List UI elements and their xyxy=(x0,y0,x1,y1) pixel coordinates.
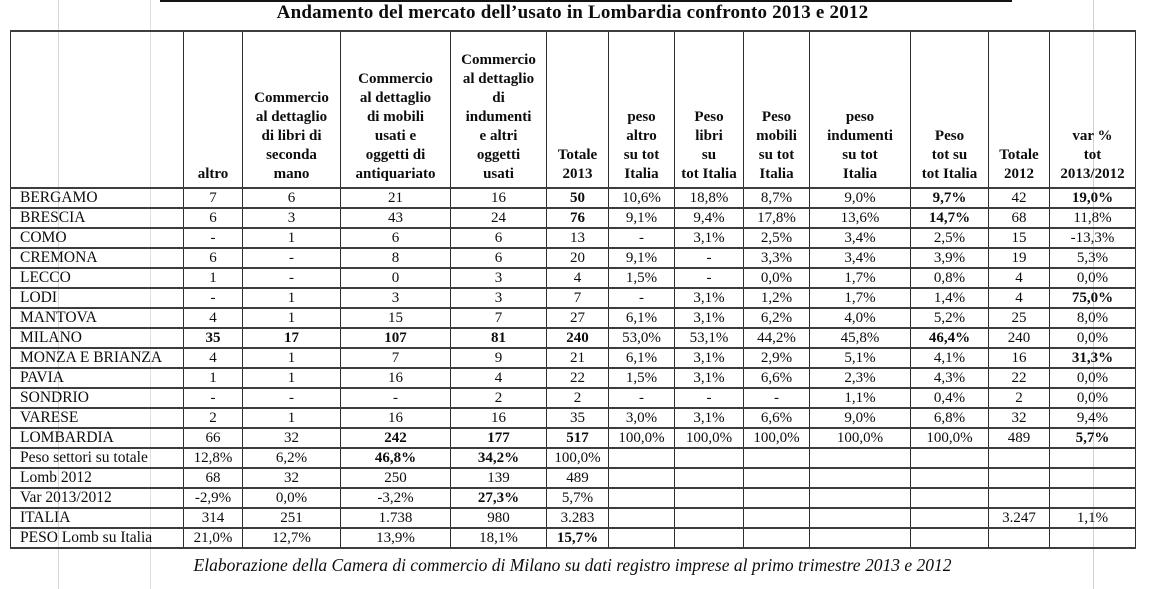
cell: 27 xyxy=(547,308,609,328)
cell: 16 xyxy=(341,368,451,388)
cell: 2,5% xyxy=(911,228,989,248)
table-body xyxy=(11,188,1136,548)
cell: - xyxy=(243,388,341,408)
table-row xyxy=(11,248,1136,268)
cell xyxy=(744,508,810,528)
cell: 2 xyxy=(547,388,609,408)
cell: 19 xyxy=(989,248,1050,268)
cell: - xyxy=(744,388,810,408)
row-label: MANTOVA xyxy=(11,308,184,328)
cell: 1 xyxy=(243,228,341,248)
cell: 6 xyxy=(451,228,547,248)
cell: 13,6% xyxy=(810,208,911,228)
cell: 27,3% xyxy=(451,488,547,508)
column-header-totale-2013: Totale 2013 xyxy=(547,31,609,188)
cell: 8,7% xyxy=(744,188,810,208)
cell: 7 xyxy=(341,348,451,368)
cell: - xyxy=(675,388,744,408)
cell: 21 xyxy=(341,188,451,208)
cell xyxy=(609,448,675,468)
column-header-var-tot: var % tot 2013/2012 xyxy=(1050,31,1136,188)
cell: 34,2% xyxy=(451,448,547,468)
cell xyxy=(810,488,911,508)
cell: 3,1% xyxy=(675,368,744,388)
cell: - xyxy=(609,288,675,308)
cell: 81 xyxy=(451,328,547,348)
column-header-libri: Commercio al dettaglio di libri di seconda mano xyxy=(243,31,341,188)
cell: 44,2% xyxy=(744,328,810,348)
table-row xyxy=(11,368,1136,388)
table-row xyxy=(11,448,1136,468)
cell: 9,7% xyxy=(911,188,989,208)
table-row xyxy=(11,308,1136,328)
row-label: MONZA E BRIANZA xyxy=(11,348,184,368)
cell: 6 xyxy=(451,248,547,268)
cell xyxy=(810,508,911,528)
cell: 1 xyxy=(243,288,341,308)
cell: - xyxy=(609,228,675,248)
cell: 16 xyxy=(451,188,547,208)
cell: 53,0% xyxy=(609,328,675,348)
cell: 4 xyxy=(989,288,1050,308)
cell: 517 xyxy=(547,428,609,448)
cell: 3,1% xyxy=(675,228,744,248)
cell: 6,2% xyxy=(243,448,341,468)
cell: 250 xyxy=(341,468,451,488)
cell xyxy=(911,508,989,528)
cell: 100,0% xyxy=(547,448,609,468)
cell: 6 xyxy=(184,248,243,268)
cell: 8,0% xyxy=(1050,308,1136,328)
row-label: SONDRIO xyxy=(11,388,184,408)
cell: 0,4% xyxy=(911,388,989,408)
cell: - xyxy=(675,248,744,268)
cell: 139 xyxy=(451,468,547,488)
cell: 19,0% xyxy=(1050,188,1136,208)
cell xyxy=(609,488,675,508)
cell: 13,9% xyxy=(341,528,451,548)
cell: - xyxy=(609,388,675,408)
cell: 3,3% xyxy=(744,248,810,268)
table-row xyxy=(11,268,1136,288)
row-label: LOMBARDIA xyxy=(11,428,184,448)
cell xyxy=(810,528,911,548)
cell xyxy=(989,488,1050,508)
cell: 6 xyxy=(243,188,341,208)
cell: 9,0% xyxy=(810,188,911,208)
cell: 6,6% xyxy=(744,368,810,388)
cell xyxy=(744,488,810,508)
column-header-peso-mobili: Peso mobili su tot Italia xyxy=(744,31,810,188)
cell: 9,1% xyxy=(609,248,675,268)
cell xyxy=(675,448,744,468)
cell: 35 xyxy=(184,328,243,348)
page-title: Andamento del mercato dell’usato in Lombardia confronto 2013 e 2012 xyxy=(276,2,869,23)
column-header-indumenti: Commercio al dettaglio di indumenti e altri oggetti usati xyxy=(451,31,547,188)
table-header xyxy=(11,31,1136,188)
cell: 2,5% xyxy=(744,228,810,248)
cell: 240 xyxy=(989,328,1050,348)
cell: 1,5% xyxy=(609,268,675,288)
column-header-peso-libri: Peso libri su tot Italia xyxy=(675,31,744,188)
cell xyxy=(1050,528,1136,548)
table-row xyxy=(11,348,1136,368)
cell: 100,0% xyxy=(744,428,810,448)
cell: - xyxy=(184,288,243,308)
cell: 4 xyxy=(547,268,609,288)
cell xyxy=(609,528,675,548)
cell xyxy=(609,468,675,488)
cell: 9 xyxy=(451,348,547,368)
row-label: Lomb 2012 xyxy=(11,468,184,488)
cell: 35 xyxy=(547,408,609,428)
row-label: ITALIA xyxy=(11,508,184,528)
cell: 22 xyxy=(989,368,1050,388)
cell: 1,7% xyxy=(810,288,911,308)
cell: 16 xyxy=(451,408,547,428)
cell xyxy=(609,508,675,528)
column-header-peso-altro: peso altro su tot Italia xyxy=(609,31,675,188)
cell: 6,2% xyxy=(744,308,810,328)
cell: 3 xyxy=(451,268,547,288)
cell: 6,1% xyxy=(609,308,675,328)
cell xyxy=(675,528,744,548)
table-row xyxy=(11,528,1136,548)
column-header-altro: altro xyxy=(184,31,243,188)
table-row xyxy=(11,468,1136,488)
cell: 6 xyxy=(184,208,243,228)
cell xyxy=(810,468,911,488)
cell: 53,1% xyxy=(675,328,744,348)
cell: 4 xyxy=(184,348,243,368)
cell: 9,4% xyxy=(675,208,744,228)
cell: 9,0% xyxy=(810,408,911,428)
cell: 1,4% xyxy=(911,288,989,308)
cell: 980 xyxy=(451,508,547,528)
cell: 45,8% xyxy=(810,328,911,348)
usato-market-table xyxy=(10,30,1136,549)
cell: 2,3% xyxy=(810,368,911,388)
cell: 16 xyxy=(989,348,1050,368)
cell: 9,1% xyxy=(609,208,675,228)
table-row xyxy=(11,488,1136,508)
cell: 240 xyxy=(547,328,609,348)
cell: 3,9% xyxy=(911,248,989,268)
column-header-totale-2012: Totale 2012 xyxy=(989,31,1050,188)
row-label: Var 2013/2012 xyxy=(11,488,184,508)
cell: - xyxy=(184,228,243,248)
cell: 0,0% xyxy=(1050,388,1136,408)
cell: 12,7% xyxy=(243,528,341,548)
cell: 68 xyxy=(989,208,1050,228)
cell: 1,1% xyxy=(1050,508,1136,528)
column-header-empty xyxy=(11,31,184,188)
source-note: Elaborazione della Camera di commercio di Milano su dati registro imprese al primo trimestre 2013 e 2012 xyxy=(193,555,952,575)
cell: 1.738 xyxy=(341,508,451,528)
cell: 15,7% xyxy=(547,528,609,548)
table-row xyxy=(11,388,1136,408)
cell: 66 xyxy=(184,428,243,448)
row-label: COMO xyxy=(11,228,184,248)
cell: 31,3% xyxy=(1050,348,1136,368)
cell: - xyxy=(243,268,341,288)
cell: - xyxy=(184,388,243,408)
cell: 2,9% xyxy=(744,348,810,368)
cell xyxy=(911,488,989,508)
cell: 2 xyxy=(451,388,547,408)
cell: 3,1% xyxy=(675,348,744,368)
cell: 50 xyxy=(547,188,609,208)
row-label: PAVIA xyxy=(11,368,184,388)
cell xyxy=(744,528,810,548)
table-row xyxy=(11,208,1136,228)
cell xyxy=(675,508,744,528)
column-header-mobili: Commercio al dettaglio di mobili usati e oggetti di antiquariato xyxy=(341,31,451,188)
cell: 4,0% xyxy=(810,308,911,328)
cell: 3,1% xyxy=(675,308,744,328)
cell: 3.247 xyxy=(989,508,1050,528)
row-label: PESO Lomb su Italia xyxy=(11,528,184,548)
cell: 5,1% xyxy=(810,348,911,368)
cell: 251 xyxy=(243,508,341,528)
cell: 1,7% xyxy=(810,268,911,288)
cell: 32 xyxy=(243,428,341,448)
cell: 0,0% xyxy=(1050,328,1136,348)
cell: 17 xyxy=(243,328,341,348)
cell: 5,7% xyxy=(1050,428,1136,448)
cell xyxy=(810,448,911,468)
cell: 4 xyxy=(451,368,547,388)
cell: 76 xyxy=(547,208,609,228)
column-header-peso-indumenti: peso indumenti su tot Italia xyxy=(810,31,911,188)
cell: 177 xyxy=(451,428,547,448)
cell: 2 xyxy=(184,408,243,428)
cell xyxy=(911,448,989,468)
row-label: CREMONA xyxy=(11,248,184,268)
cell: 13 xyxy=(547,228,609,248)
row-label: MILANO xyxy=(11,328,184,348)
cell: 0,0% xyxy=(1050,268,1136,288)
cell: 1 xyxy=(243,308,341,328)
cell: 46,4% xyxy=(911,328,989,348)
row-label: LECCO xyxy=(11,268,184,288)
cell: 1 xyxy=(184,268,243,288)
cell: 100,0% xyxy=(609,428,675,448)
cell: 5,3% xyxy=(1050,248,1136,268)
cell: 3 xyxy=(451,288,547,308)
cell: - xyxy=(341,388,451,408)
cell: 1,1% xyxy=(810,388,911,408)
cell: 22 xyxy=(547,368,609,388)
cell xyxy=(1050,468,1136,488)
cell: 7 xyxy=(547,288,609,308)
cell xyxy=(989,448,1050,468)
cell: 1 xyxy=(243,348,341,368)
cell: 0,0% xyxy=(1050,368,1136,388)
cell: 5,2% xyxy=(911,308,989,328)
cell: 242 xyxy=(341,428,451,448)
row-label: Peso settori su totale xyxy=(11,448,184,468)
cell xyxy=(675,488,744,508)
cell: 3,0% xyxy=(609,408,675,428)
cell: 17,8% xyxy=(744,208,810,228)
cell: 15 xyxy=(989,228,1050,248)
cell: 43 xyxy=(341,208,451,228)
cell: 9,4% xyxy=(1050,408,1136,428)
cell xyxy=(744,468,810,488)
cell: 6,6% xyxy=(744,408,810,428)
cell: 8 xyxy=(341,248,451,268)
table-row xyxy=(11,288,1136,308)
cell: 3,1% xyxy=(675,408,744,428)
cell: 3,4% xyxy=(810,248,911,268)
cell: 6,1% xyxy=(609,348,675,368)
cell: 2 xyxy=(989,388,1050,408)
cell: 21,0% xyxy=(184,528,243,548)
cell: 5,7% xyxy=(547,488,609,508)
cell: 100,0% xyxy=(675,428,744,448)
cell: 3 xyxy=(243,208,341,228)
row-label: BERGAMO xyxy=(11,188,184,208)
cell: 0,8% xyxy=(911,268,989,288)
cell: 7 xyxy=(184,188,243,208)
cell xyxy=(1050,488,1136,508)
cell: 15 xyxy=(341,308,451,328)
cell: 3,1% xyxy=(675,288,744,308)
table-row xyxy=(11,408,1136,428)
cell xyxy=(911,468,989,488)
header-row xyxy=(11,31,1136,188)
cell: 4 xyxy=(184,308,243,328)
table-row xyxy=(11,328,1136,348)
cell: 16 xyxy=(341,408,451,428)
cell: 3 xyxy=(341,288,451,308)
cell xyxy=(989,528,1050,548)
cell: 0,0% xyxy=(243,488,341,508)
cell: 3,4% xyxy=(810,228,911,248)
table-row xyxy=(11,428,1136,448)
cell xyxy=(675,468,744,488)
cell: 1,5% xyxy=(609,368,675,388)
cell: 1 xyxy=(184,368,243,388)
cell: -3,2% xyxy=(341,488,451,508)
cell: 68 xyxy=(184,468,243,488)
table-row xyxy=(11,228,1136,248)
cell: 46,8% xyxy=(341,448,451,468)
cell: 24 xyxy=(451,208,547,228)
cell: 489 xyxy=(547,468,609,488)
cell xyxy=(989,468,1050,488)
cell: 42 xyxy=(989,188,1050,208)
table-row xyxy=(11,508,1136,528)
cell: 10,6% xyxy=(609,188,675,208)
cell: 107 xyxy=(341,328,451,348)
cell: 32 xyxy=(989,408,1050,428)
cell: 11,8% xyxy=(1050,208,1136,228)
cell: 3.283 xyxy=(547,508,609,528)
row-label: LODI xyxy=(11,288,184,308)
cell: 21 xyxy=(547,348,609,368)
cell xyxy=(744,448,810,468)
cell: 1,2% xyxy=(744,288,810,308)
cell: 1 xyxy=(243,368,341,388)
cell: 20 xyxy=(547,248,609,268)
cell: 14,7% xyxy=(911,208,989,228)
cell: 18,8% xyxy=(675,188,744,208)
cell xyxy=(1050,448,1136,468)
cell: -13,3% xyxy=(1050,228,1136,248)
row-label: VARESE xyxy=(11,408,184,428)
cell: 32 xyxy=(243,468,341,488)
cell xyxy=(911,528,989,548)
cell: 100,0% xyxy=(911,428,989,448)
cell: 25 xyxy=(989,308,1050,328)
cell: 0 xyxy=(341,268,451,288)
column-header-peso-tot: Peso tot su tot Italia xyxy=(911,31,989,188)
cell: 18,1% xyxy=(451,528,547,548)
cell: - xyxy=(675,268,744,288)
cell: 0,0% xyxy=(744,268,810,288)
cell: 489 xyxy=(989,428,1050,448)
cell: 6 xyxy=(341,228,451,248)
cell: 75,0% xyxy=(1050,288,1136,308)
cell: 100,0% xyxy=(810,428,911,448)
cell: 4 xyxy=(989,268,1050,288)
cell: 7 xyxy=(451,308,547,328)
cell: 314 xyxy=(184,508,243,528)
cell: 1 xyxy=(243,408,341,428)
cell: -2,9% xyxy=(184,488,243,508)
table-row xyxy=(11,188,1136,208)
cell: 4,3% xyxy=(911,368,989,388)
cell: 4,1% xyxy=(911,348,989,368)
cell: 6,8% xyxy=(911,408,989,428)
cell: 12,8% xyxy=(184,448,243,468)
row-label: BRESCIA xyxy=(11,208,184,228)
cell: - xyxy=(243,248,341,268)
